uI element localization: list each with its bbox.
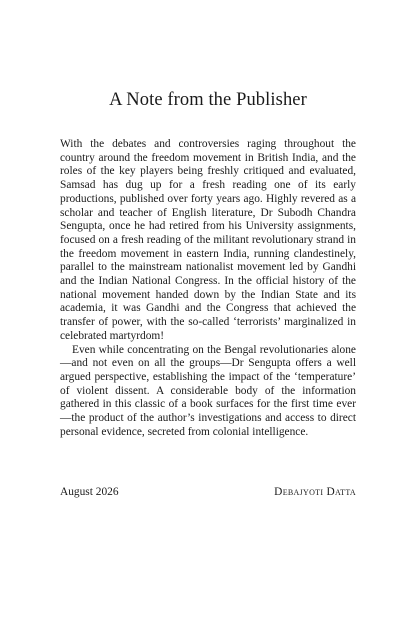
signature-name: Debajyoti Datta: [274, 486, 356, 498]
page-title: A Note from the Publisher: [109, 90, 307, 110]
paragraph-1: With the debates and controversies raging throughout the country around the freedom movement in British India, and the roles of the key players being freshly critiqued and evaluated, Samsad has dug up for a fresh reading one of its early productions, published over forty years ago. Highly revered as a scholar and teacher of English literature, Dr Subodh Chandra Sengupta, once he had retired from his University assignments, focused on a fresh reading of the militant revolutionary strand in the freedom movement in eastern India, running clandestinely, parallel to the mainstream nationalist movement led by Gandhi and the Indian National Congress. In the official history of the national movement handed down by the Indian State and its academia, it was Gandhi and the Congress that achieved the transfer of power, with the so-called ‘terrorists’ marginalized in celebrated martyrdom!: [60, 138, 356, 342]
paragraph-2: Even while concentrating on the Bengal revolutionaries alone—and not even on all the groups—Dr Sengupta offers a well argued perspective, establishing the impact of the ‘temperature’ of violent dissent. A considerable body of the information gathered in this classic of a book surfaces for the first time ever—the product of the author’s investigations and access to direct personal evidence, secreted from colonial intelligence.: [60, 343, 356, 438]
signature-date: August 2026: [60, 486, 119, 498]
body-text: [60, 138, 356, 439]
